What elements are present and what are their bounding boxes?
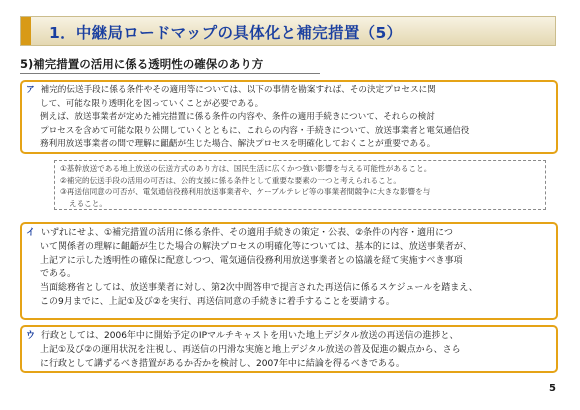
subtitle-underline <box>20 73 320 74</box>
section-i-line-6: この9月までに、上記①及び②を実行、再送信同意の手続きに着手することを要請する。 <box>40 296 395 307</box>
section-i-line-3: 上記アに示した透明性の確保に配意しつつ、電気通信役務利用放送事業者との協議を経て実施すべき事項 <box>40 255 463 266</box>
title-accent-bar <box>21 17 31 45</box>
section-u-line-3: に行政として講ずるべき措置があるか否かを検討し、2007年中に結論を得るべきである。 <box>40 358 405 369</box>
note-item <box>60 175 540 187</box>
section-u-line-1: 行政としては、2006年中に開始予定のIPマルチキャストを用いた地上デジタル放送の再送信の進捗と、 <box>41 331 459 341</box>
section-a-line-2: して、可能な限り透明化を図っていくことが必要である。 <box>40 98 264 109</box>
section-a-line-3: 例えば、放送事業者が定めた補完措置に係る条件の内容や、条件の適用手続きについて、それらの検討 <box>40 112 435 122</box>
section-a-text <box>26 84 552 152</box>
note-item <box>60 163 540 175</box>
note-item <box>60 186 540 209</box>
section-subtitle: 5)補完措置の活用に係る透明性の確保のあり方 <box>20 57 264 71</box>
note-1-text: ①基幹放送である地上放送の伝送方式のあり方は、国民生活に広くかつ強い影響を与える可能性があること。 <box>60 164 432 173</box>
notes-list <box>60 163 540 209</box>
section-u-label: ウ <box>26 331 36 341</box>
section-u-line-2: 上記①及び②の運用状況を注視し、再送信の円滑な実施と地上デジタル放送の普及促進の観点から、さら <box>40 344 461 355</box>
section-i-line-2: いて関係者の理解に齟齬が生じた場合の解決プロセスの明確化等については、基本的には、放送事業者が、 <box>40 241 472 252</box>
note-3-text: ③再送信同意の可否が、電気通信役務利用放送事業者や、ケーブルテレビ等の事業者間競争に大きな影響を与 <box>60 187 431 196</box>
section-i-text <box>26 227 552 310</box>
note-2-text: ②補完的伝送手段の活用の可否は、公的支援に係る条件として重要な要素の一つと考えられること。 <box>60 175 401 185</box>
section-a-line-4: プロセスを含めて可能な限り公開していくとともに、これらの内容・手続きについて、放送事業者と電気通信役 <box>40 125 470 136</box>
section-i-line-4: である。 <box>40 269 77 280</box>
page-title: 1．中継局ロードマップの具体化と補完措置（5） <box>49 24 403 42</box>
page-number: 5 <box>549 383 556 394</box>
section-a-line-1: 補完的伝送手段に係る条件やその適用等については、以下の事情を勘案すれば、その決定プロセスに関 <box>40 85 436 95</box>
section-i-label: イ <box>26 228 36 238</box>
section-a-label: ア <box>26 85 35 95</box>
section-i-line-1: いずれにせよ、①補完措置の活用に係る条件、その適用手続きの策定・公表、②条件の内容・適用につ <box>41 228 453 238</box>
section-a-line-5: 務利用放送事業者の間で理解に齟齬が生じた場合、解決プロセスを明確化しておくことが重要である。 <box>40 139 436 149</box>
title-bar <box>20 16 556 46</box>
section-i-line-5: 当面総務省としては、放送事業者に対し、第2次中間答申で提言された再送信に係るスケジュールを踏まえ、 <box>40 283 478 294</box>
note-3-continuation: えること。 <box>69 198 107 208</box>
section-u-text <box>26 330 552 371</box>
